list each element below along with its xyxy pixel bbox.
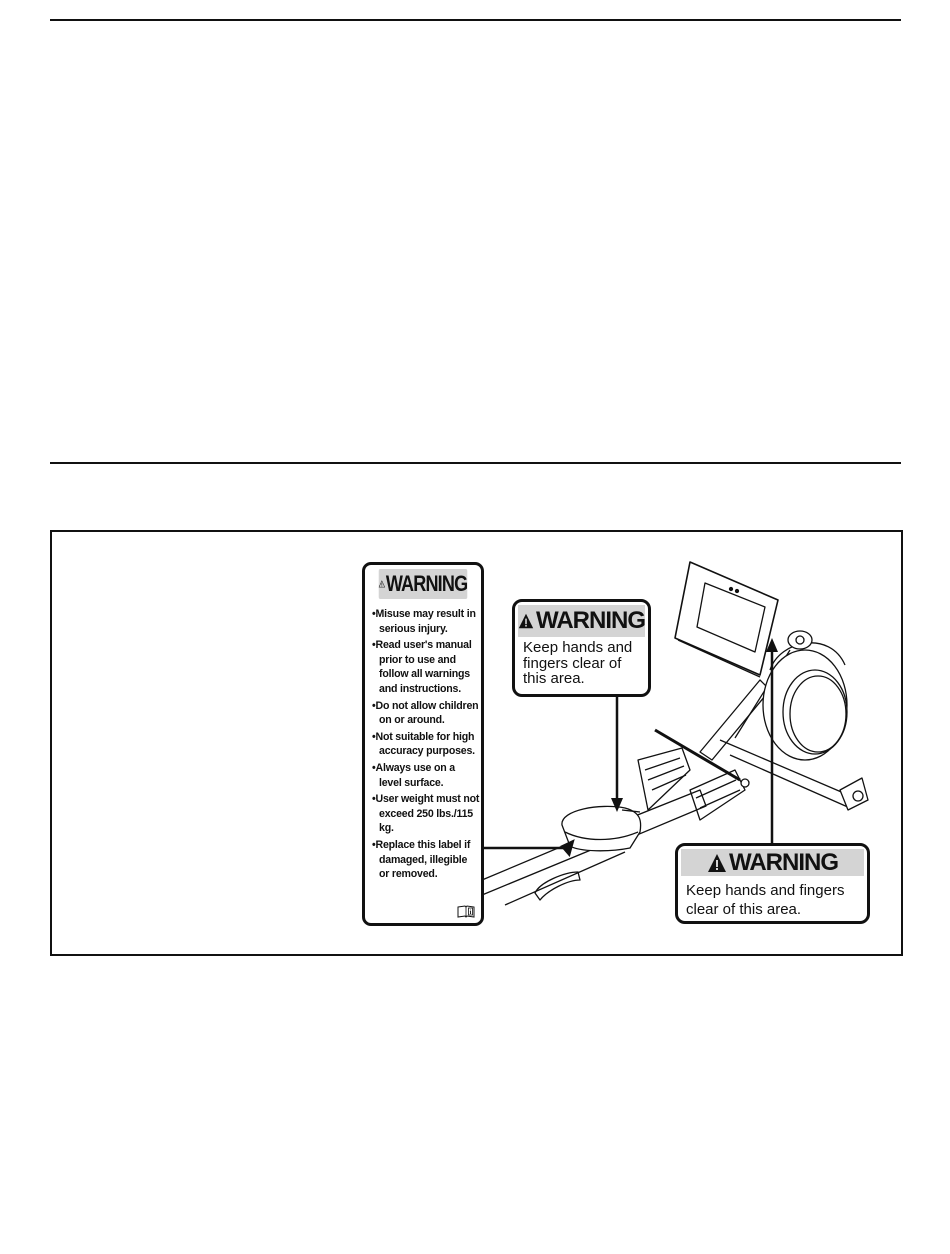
top-divider: [50, 19, 901, 21]
manual-book-icon: [457, 905, 475, 918]
warning-title: WARNING: [536, 607, 645, 634]
decal-item: •User weight must not exceed 250 lbs./115 kg.: [372, 793, 480, 835]
decal-item: •Do not allow children on or around.: [372, 699, 479, 727]
warning-title: WARNING: [729, 848, 838, 876]
warning-decal: [362, 562, 484, 926]
warning-header: [518, 605, 645, 637]
decal-item: •Always use on a level surface.: [372, 761, 455, 789]
decal-item: •Misuse may result in serious injury.: [372, 608, 476, 635]
warning-triangle-icon: [518, 611, 534, 631]
warning-triangle-icon: [379, 574, 385, 594]
warning-triangle-icon: [707, 853, 727, 873]
decal-title: WARNING: [385, 571, 468, 596]
warning-label-flywheel: [675, 843, 870, 924]
warning-text: Keep hands and fingers clear of this area.: [523, 639, 633, 687]
decal-warning-list: [372, 607, 480, 884]
warning-header: [681, 849, 864, 876]
decal-item: •Read user's manual prior to use and follow all warnings and instructions.: [372, 639, 472, 695]
svg-text:i: i: [469, 910, 472, 916]
warning-label-seat: [512, 599, 651, 697]
decal-header: [379, 569, 468, 599]
section-divider: [50, 462, 901, 464]
warning-text: Keep hands and fingers clear of this area.: [686, 882, 845, 918]
decal-item: •Replace this label if damaged, illegible or removed.: [372, 838, 471, 881]
decal-item: •Not suitable for high accuracy purposes.: [372, 730, 475, 758]
